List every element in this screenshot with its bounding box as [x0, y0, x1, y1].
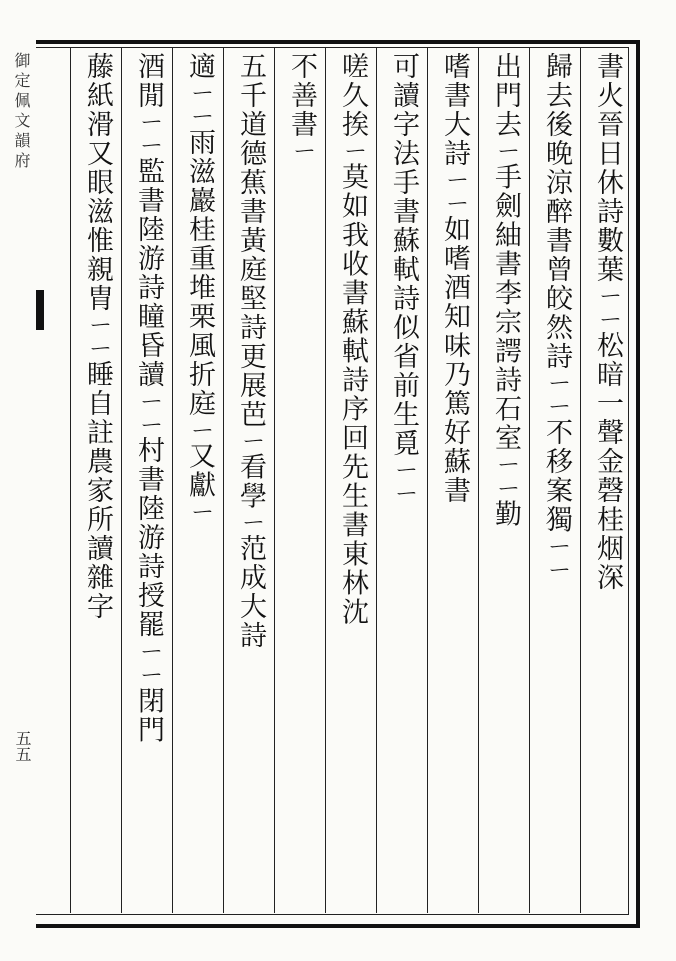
column-rule: [223, 47, 224, 913]
column-rule: [580, 47, 581, 913]
margin-fish-tail-mark: [36, 290, 44, 330]
column-rule: [121, 47, 122, 913]
text-column-6: 嗟久挨ㄧ莫如我收書蘇軾詩序回先生書東林沈: [337, 52, 368, 627]
text-column-1: 書火晉日休詩數葉ㄧㄧ松暗一聲金磬桂烟深: [592, 52, 623, 593]
book-title-margin: 御定佩文韻府: [12, 52, 31, 172]
column-rule: [274, 47, 275, 913]
text-column-11: 藤紙滑又眼滋惟親胄ㄧㄧ睡自註農家所讀雜字: [82, 52, 113, 622]
text-column-7: 不善書ㄧ: [286, 52, 317, 163]
column-rule: [529, 47, 530, 913]
column-rule: [172, 47, 173, 913]
text-column-10: 酒閒ㄧㄧ監書陸游詩瞳昏讀ㄧㄧ村書陸游詩授罷ㄧㄧ閉門: [133, 52, 164, 745]
text-column-8: 五千道德蕉書黃庭堅詩更展芭ㄧ看學ㄧ范成大詩: [235, 52, 266, 651]
column-rule: [325, 47, 326, 913]
column-rule: [427, 47, 428, 913]
text-column-5: 可讀字法手書蘇軾詩似省前生覓ㄧㄧ: [388, 52, 419, 506]
text-column-9: 適ㄧㄧ雨滋巖桂重堆栗風折庭ㄧ又獻ㄧ: [184, 52, 215, 524]
text-column-3: 出門去ㄧ手劍紬書李宗諤詩石室ㄧㄧ勤: [490, 52, 521, 529]
column-rule: [376, 47, 377, 913]
text-column-2: 歸去後晚涼醉書曾皎然詩ㄧㄧ不移案獨ㄧㄧ: [541, 52, 572, 582]
page-number: 五五: [13, 730, 32, 762]
text-column-4: 嗜書大詩ㄧㄧ如嗜酒知味乃篤好蘇書: [439, 52, 470, 506]
column-rule: [478, 47, 479, 913]
column-rule: [70, 47, 71, 913]
